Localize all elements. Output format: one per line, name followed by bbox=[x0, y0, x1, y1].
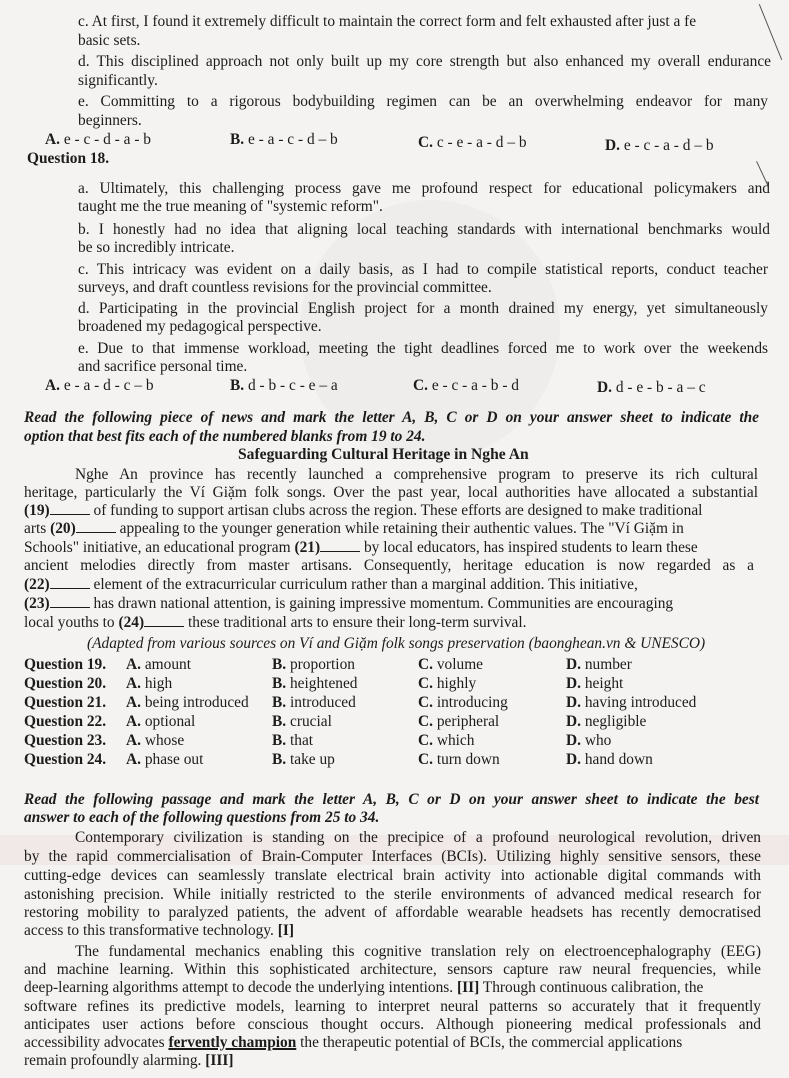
question-20-label: Question 20. bbox=[24, 675, 107, 692]
blank-21-number: (21) bbox=[294, 539, 321, 556]
question-23-option-a[interactable]: A. whose bbox=[126, 732, 185, 749]
reading-line: by the rapid commercialisation of Brain-Computer Interfaces (BCIs). Utilizing highly sensitive sensors, these bbox=[24, 848, 761, 865]
reading-line: access to this transformative technology. [I] bbox=[24, 922, 294, 939]
q18-sentence-c: c. This intricacy was evident on a daily basis, as I had to compile statistical reports, conduct teacher bbox=[78, 261, 768, 278]
insertion-marker-2: [II] bbox=[456, 979, 480, 996]
q18-sentence-a: a. Ultimately, this challenging process gave me profound respect for educational policymakers and bbox=[78, 180, 770, 197]
q17-sentence-e-cont: beginners. bbox=[78, 112, 142, 129]
section3-instruction: Read the following passage and mark the letter A, B, C or D on your answer sheet to indicate the best bbox=[24, 791, 759, 808]
blank-24[interactable] bbox=[144, 614, 184, 627]
q17-option-a[interactable]: A. e - c - d - a - b bbox=[45, 131, 151, 148]
blank-23-number: (23) bbox=[24, 595, 50, 612]
section3-instruction-cont: answer to each of the following questions from 25 to 34. bbox=[24, 809, 380, 826]
q18-sentence-a-cont: taught me the true meaning of "systemic reform". bbox=[78, 198, 383, 215]
question-22-label: Question 22. bbox=[24, 713, 107, 730]
section2-instruction-cont: option that best fits each of the numbered blanks from 19 to 24. bbox=[24, 428, 426, 445]
blank-21[interactable] bbox=[320, 539, 360, 552]
reading-line: anticipates user actions before conscious thought occurs. Although pioneering medical professionals and bbox=[24, 1016, 761, 1033]
reading-line: Contemporary civilization is standing on the precipice of a profound neurological revolution, driven bbox=[75, 829, 761, 846]
q18-option-a[interactable]: A. e - a - d - c – b bbox=[45, 377, 154, 394]
question-22-option-d[interactable]: D. negligible bbox=[566, 713, 647, 730]
question-23-label: Question 23. bbox=[24, 732, 107, 749]
question-19-option-c[interactable]: C. volume bbox=[418, 656, 483, 673]
q17-option-b[interactable]: B. e - a - c - d – b bbox=[230, 131, 338, 148]
question-24-option-c[interactable]: C. turn down bbox=[418, 751, 500, 768]
passage-line: local youths to (24) these traditional arts to ensure their long-term survival. bbox=[24, 614, 527, 631]
passage-line: heritage, particularly the Ví Giặm folk songs. Over the past year, local authorities have allocated a substantial bbox=[24, 484, 758, 501]
question-22-option-a[interactable]: A. optional bbox=[126, 713, 196, 730]
q18-sentence-d-cont: broadened my pedagogical perspective. bbox=[78, 318, 322, 335]
blank-20[interactable] bbox=[76, 520, 116, 533]
question-19-option-b[interactable]: B. proportion bbox=[272, 656, 355, 673]
question-22-option-c[interactable]: C. peripheral bbox=[418, 713, 500, 730]
pen-mark bbox=[759, 4, 782, 60]
q18-sentence-e-cont: and sacrifice personal time. bbox=[78, 358, 248, 375]
blank-19-number: (19) bbox=[24, 502, 50, 519]
question-23-option-d[interactable]: D. who bbox=[566, 732, 612, 749]
passage-line: Nghe An province has recently launched a comprehensive program to preserve its rich cultural bbox=[75, 466, 758, 483]
q17-sentence-d: d. This disciplined approach not only built up my core strength but also enhanced my overall endurance bbox=[78, 53, 771, 70]
reading-line: cutting-edge devices can seamlessly translate electrical brain activity into actionable digital commands with bbox=[24, 867, 761, 884]
q18-option-c[interactable]: C. e - c - a - b - d bbox=[413, 377, 519, 394]
reading-line: remain profoundly alarming. [III] bbox=[24, 1052, 234, 1069]
section2-instruction: Read the following piece of news and mark the letter A, B, C or D on your answer sheet to indicate the bbox=[24, 409, 759, 426]
underlined-phrase: fervently champion bbox=[168, 1034, 297, 1051]
question-21-option-c[interactable]: C. introducing bbox=[418, 694, 508, 711]
question-21-label: Question 21. bbox=[24, 694, 107, 711]
q17-sentence-e: e. Committing to a rigorous bodybuilding regimen can be an overwhelming endeavor for many bbox=[78, 93, 768, 110]
q17-option-c[interactable]: C. c - e - a - d – b bbox=[418, 134, 527, 151]
passage-title: Safeguarding Cultural Heritage in Nghe An bbox=[238, 446, 529, 463]
question-22-option-b[interactable]: B. crucial bbox=[272, 713, 332, 730]
question-18-label: Question 18. bbox=[27, 150, 110, 167]
q18-sentence-b: b. I honestly had no idea that aligning local teaching standards with international benchmarks would bbox=[78, 221, 770, 238]
reading-line: and machine learning. Within this sophisticated architecture, sensors capture raw neural frequencies, while bbox=[24, 961, 761, 978]
passage-line: arts (20) appealing to the younger generation while retaining their authentic values. The "Ví Giặm in bbox=[24, 520, 684, 537]
question-19-option-d[interactable]: D. number bbox=[566, 656, 632, 673]
blank-22-number: (22) bbox=[24, 576, 50, 593]
blank-20-number: (20) bbox=[50, 520, 76, 537]
insertion-marker-3: [III] bbox=[205, 1052, 234, 1069]
blank-19[interactable] bbox=[50, 502, 90, 515]
passage-line: (19) of funding to support artisan clubs across the region. These efforts are designed to make traditional bbox=[24, 502, 703, 519]
passage-line: (23) has drawn national attention, is gaining impressive momentum. Communities are encouraging bbox=[24, 595, 674, 612]
reading-line: accessibility advocates fervently champion the therapeutic potential of BCIs, the commercial applications bbox=[24, 1034, 683, 1051]
question-21-option-d[interactable]: D. having introduced bbox=[566, 694, 697, 711]
q18-option-d[interactable]: D. d - e - b - a – c bbox=[597, 379, 706, 396]
question-20-option-c[interactable]: C. highly bbox=[418, 675, 477, 692]
question-20-option-d[interactable]: D. height bbox=[566, 675, 624, 692]
reading-line: The fundamental mechanics enabling this cognitive translation rely on electroencephalography (EEG) bbox=[75, 943, 761, 960]
passage-line: ancient melodies directly from master artisans. Consequently, heritage education is now regarded as a bbox=[24, 557, 754, 574]
reading-line: software refines its predictive models, learning to interpret neural patterns so accurately that it frequently bbox=[24, 998, 761, 1015]
q18-option-b[interactable]: B. d - b - c - e – a bbox=[230, 377, 338, 394]
passage-line: (22) element of the extracurricular curriculum rather than a marginal addition. This initiative, bbox=[24, 576, 638, 593]
passage-line: Schools" initiative, an educational program (21) by local educators, has inspired students to learn these bbox=[24, 539, 698, 556]
blank-24-number: (24) bbox=[118, 614, 145, 631]
question-21-option-b[interactable]: B. introduced bbox=[272, 694, 356, 711]
q17-sentence-c: c. At first, I found it extremely difficult to maintain the correct form and felt exhausted after just a fe bbox=[78, 13, 697, 30]
question-20-option-a[interactable]: A. high bbox=[126, 675, 173, 692]
reading-line: deep-learning algorithms attempt to decode the underlying intentions. [II] Through continuous calibration, the bbox=[24, 979, 704, 996]
q18-sentence-b-cont: be so incredibly intricate. bbox=[78, 239, 235, 256]
reading-line: astonishing precision. While initially restricted to the sterile environments of advanced medical research for bbox=[24, 886, 761, 903]
insertion-marker-1: [I] bbox=[277, 922, 294, 939]
question-23-option-c[interactable]: C. which bbox=[418, 732, 475, 749]
q18-sentence-c-cont: surveys, and draft countless revisions for the provincial committee. bbox=[78, 279, 492, 296]
question-24-option-d[interactable]: D. hand down bbox=[566, 751, 653, 768]
question-24-option-b[interactable]: B. take up bbox=[272, 751, 335, 768]
question-24-label: Question 24. bbox=[24, 751, 107, 768]
question-20-option-b[interactable]: B. heightened bbox=[272, 675, 358, 692]
q18-sentence-e: e. Due to that immense workload, meeting the tight deadlines forced me to work over the weekends bbox=[78, 340, 768, 357]
question-23-option-b[interactable]: B. that bbox=[272, 732, 314, 749]
q17-option-d[interactable]: D. e - c - a - d – b bbox=[605, 137, 714, 154]
blank-22[interactable] bbox=[50, 576, 90, 589]
q17-sentence-d-cont: significantly. bbox=[78, 72, 158, 89]
question-19-option-a[interactable]: A. amount bbox=[126, 656, 191, 673]
q17-sentence-c-cont: basic sets. bbox=[78, 32, 141, 49]
question-21-option-a[interactable]: A. being introduced bbox=[126, 694, 249, 711]
reading-line: restoring mobility to paralyzed patients, the advent of affordable wearable headsets has recently democratised bbox=[24, 904, 761, 921]
passage-source: (Adapted from various sources on Ví and Giặm folk songs preservation (baonghean.vn & UNESCO) bbox=[87, 635, 706, 652]
blank-23[interactable] bbox=[50, 595, 90, 608]
question-19-label: Question 19. bbox=[24, 656, 107, 673]
question-24-option-a[interactable]: A. phase out bbox=[126, 751, 204, 768]
q18-sentence-d: d. Participating in the provincial English project for a month drained my energy, yet simultaneously bbox=[78, 300, 768, 317]
